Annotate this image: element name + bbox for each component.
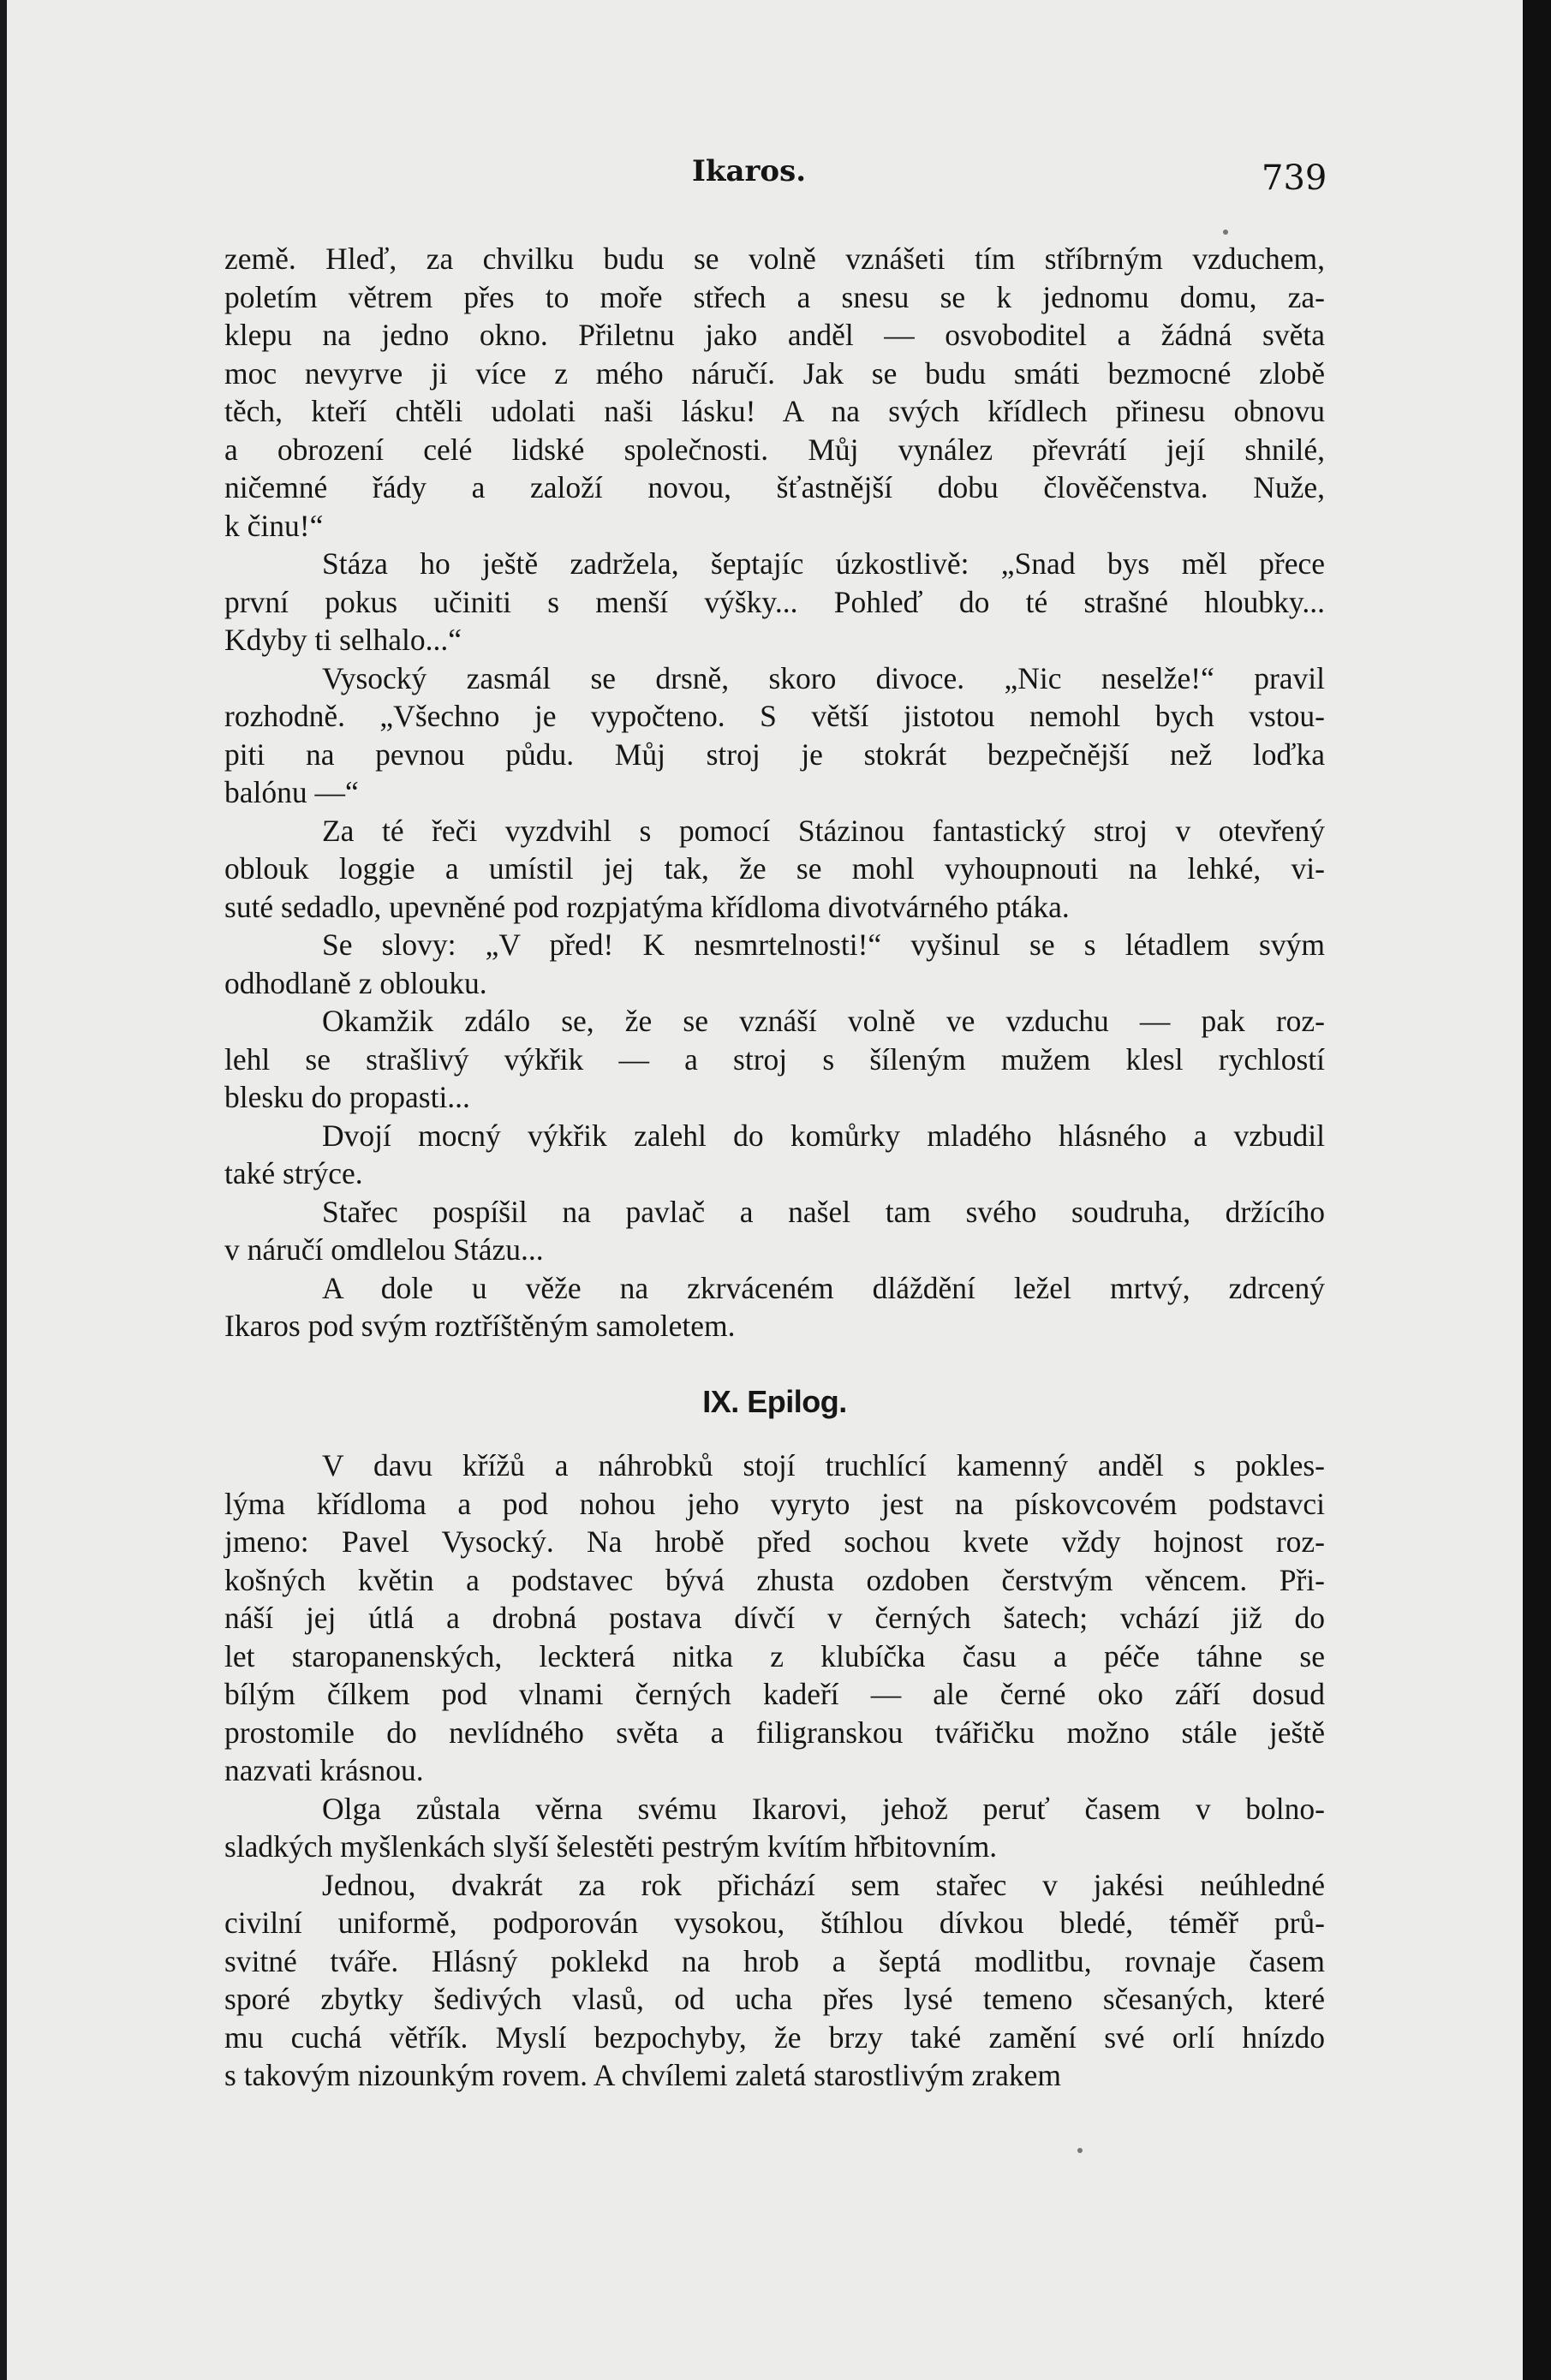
text-line: lýma křídloma a pod nohou jeho vyryto jest na pískovcovém podstavci <box>224 1486 1325 1521</box>
text-line: Stařec pospíšil na pavlač a našel tam svého soudruha, držícího <box>322 1194 1325 1229</box>
paragraph <box>224 1269 1325 1345</box>
paragraph <box>224 1866 1325 2095</box>
paper-speck <box>1077 2148 1083 2153</box>
text-line: nazvati krásnou. <box>224 1753 424 1787</box>
text-line: sporé zbytky šedivých vlasů, od ucha přes lysé temeno sčesaných, které <box>224 1982 1325 2016</box>
text-line: poletím větrem přes to moře střech a snesu se k jednomu domu, za- <box>224 279 1325 314</box>
page-header <box>7 154 1523 206</box>
paragraph <box>224 1002 1325 1117</box>
section-heading: IX. Epilog. <box>702 1383 847 1419</box>
text-line: balónu —“ <box>224 775 359 809</box>
paragraph <box>224 659 1325 812</box>
text-line: náší jej útlá a drobná postava dívčí v černých šatech; vchází již do <box>224 1601 1325 1635</box>
text-line: Stáza ho ještě zadržela, šeptajíc úzkostlivě: „Snad bys měl přece <box>322 546 1325 581</box>
text-line: odhodlaně z oblouku. <box>224 965 487 1000</box>
text-line: k činu!“ <box>224 508 324 543</box>
text-line: prostomile do nevlídného světa a filigranskou tvářičku možno stále ještě <box>224 1715 1325 1750</box>
text-line: jmeno: Pavel Vysocký. Na hrobě před sochou kvete vždy hojnost roz- <box>224 1524 1325 1559</box>
text-line: A dole u věže na zkrváceném dláždění ležel mrtvý, zdrcený <box>322 1270 1325 1305</box>
text-line: Kdyby ti selhalo...“ <box>224 623 462 657</box>
text-line: první pokus učiniti s menší výšky... Pohleď do té strašné hloubky... <box>224 584 1325 619</box>
text-line: těch, kteří chtěli udolati naši lásku! A na svých křídlech přinesu obnovu <box>224 394 1325 428</box>
text-line: svitné tváře. Hlásný poklekd na hrob a šeptá modlitbu, rovnaje časem <box>224 1943 1325 1978</box>
text-line: Ikaros pod svým roztříštěným samoletem. <box>224 1309 736 1343</box>
text-line: s takovým nizounkým rovem. A chvílemi zaletá starostlivým zrakem <box>224 2058 1062 2092</box>
book-page <box>7 0 1523 2380</box>
text-line: suté sedadlo, upevněné pod rozpjatýma křídloma divotvárného ptáka. <box>224 889 1070 924</box>
text-line: Olga zůstala věrna svému Ikarovi, jehož peruť časem v bolno- <box>322 1791 1325 1826</box>
text-line: moc nevyrve ji více z mého náručí. Jak se budu smáti bezmocné zlobě <box>224 355 1325 391</box>
paper-speck <box>1223 230 1228 235</box>
text-line: V davu křížů a náhrobků stojí truchlící kamenný anděl s pokles- <box>322 1448 1325 1482</box>
paragraph <box>224 1193 1325 1269</box>
text-line: blesku do propasti... <box>224 1080 470 1114</box>
text-line: v náručí omdlelou Stázu... <box>224 1232 544 1267</box>
text-line: Dvojí mocný výkřik zalehl do komůrky mladého hlásného a vzbudil <box>322 1118 1325 1153</box>
text-line: a obrození celé lidské společnosti. Můj vynález převrátí její shnilé, <box>224 432 1325 467</box>
page-number: 739 <box>1262 158 1327 198</box>
text-line: rozhodně. „Všechno je vypočteno. S větší jistotou nemohl bych vstou- <box>224 699 1325 733</box>
text-line: lehl se strašlivý výkřik — a stroj s šíleným mužem klesl rychlostí <box>224 1041 1325 1077</box>
paragraph <box>224 1117 1325 1193</box>
running-title: Ikaros. <box>692 154 807 188</box>
text-line: Okamžik zdálo se, že se vznáší volně ve vzduchu — pak roz- <box>322 1004 1325 1038</box>
text-line: země. Hleď, za chvilku budu se volně vznášeti tím stříbrným vzduchem, <box>224 242 1325 276</box>
text-line: Za té řeči vyzdvihl s pomocí Stázinou fantastický stroj v otevřený <box>322 813 1325 848</box>
text-line: Vysocký zasmál se drsně, skoro divoce. „Nic neselže!“ pravil <box>322 660 1325 695</box>
binding-edge <box>1523 0 1551 2380</box>
text-line: civilní uniformě, podporován vysokou, štíhlou dívkou bledé, téměř prů- <box>224 1906 1325 1940</box>
text-line: oblouk loggie a umístil jej tak, že se mohl vyhoupnouti na lehké, vi- <box>224 851 1325 886</box>
text-line: košných květin a podstavec bývá zhusta ozdoben čerstvým věncem. Při- <box>224 1562 1325 1597</box>
text-line: klepu na jedno okno. Přiletnu jako anděl — osvoboditel a žádná světa <box>224 318 1325 352</box>
text-line: Se slovy: „V před! K nesmrtelnosti!“ vyšinul se s létadlem svým <box>322 928 1325 962</box>
text-line: sladkých myšlenkách slyší šelestěti pestrým kvítím hřbitovním. <box>224 1829 998 1864</box>
body-text <box>224 240 1325 2095</box>
paragraph <box>224 545 1325 659</box>
paragraph <box>224 812 1325 927</box>
paragraph <box>224 926 1325 1002</box>
paragraph <box>224 1446 1325 1790</box>
text-line: také strýce. <box>224 1156 363 1190</box>
text-line: ničemné řády a založí novou, šťastnější dobu člověčenstva. Nuže, <box>224 470 1325 504</box>
paragraph <box>224 1790 1325 1866</box>
text-line: mu cuchá větřík. Myslí bezpochyby, že brzy také zamění své orlí hnízdo <box>224 2019 1325 2055</box>
text-line: let staropanenských, leckterá nitka z klubíčka času a péče táhne se <box>224 1638 1325 1673</box>
text-line: piti na pevnou půdu. Můj stroj je stokrát bezpečnější než loďka <box>224 737 1325 772</box>
text-line: Jednou, dvakrát za rok přichází sem stařec v jakési neúhledné <box>322 1867 1325 1902</box>
text-line: bílým čílkem pod vlnami černých kadeří — ale černé oko září dosud <box>224 1677 1325 1711</box>
paragraph <box>224 240 1325 545</box>
